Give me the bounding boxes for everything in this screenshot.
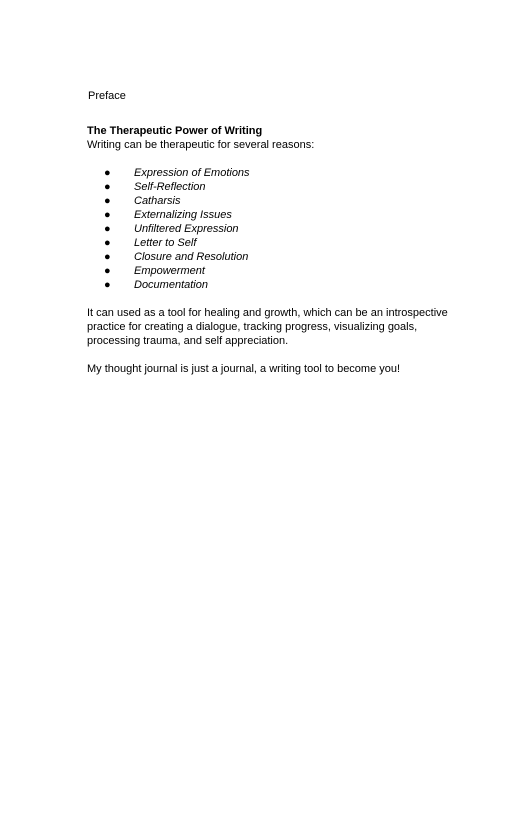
list-item [87,250,467,264]
intro-text: Writing can be therapeutic for several reasons: [87,139,315,151]
list-item-label: Letter to Self [134,237,197,249]
document-body [87,124,467,376]
bullet-icon: ● [104,237,111,249]
list-item [87,222,467,236]
list-item-label: Expression of Emotions [134,167,250,179]
list-item [87,194,467,208]
bullet-icon: ● [104,265,111,277]
preface-label: Preface [88,90,126,102]
section-heading: The Therapeutic Power of Writing [87,125,263,137]
bullet-icon: ● [104,209,111,221]
bullet-icon: ● [104,195,111,207]
list-item-label: Externalizing Issues [134,209,232,221]
list-item [87,264,467,278]
list-item [87,208,467,222]
bullet-icon: ● [104,251,111,263]
reasons-list [87,166,467,292]
bullet-icon: ● [104,181,111,193]
list-item-label: Closure and Resolution [134,251,249,263]
list-item [87,166,467,180]
list-item [87,180,467,194]
list-item [87,236,467,250]
bullet-icon: ● [104,167,111,179]
closing-paragraph: My thought journal is just a journal, a writing tool to become you! [87,363,401,375]
bullet-icon: ● [104,223,111,235]
list-item-label: Self-Reflection [134,181,206,193]
bullet-icon: ● [104,279,111,291]
list-item [87,278,467,292]
list-item-label: Documentation [134,279,208,291]
list-item-label: Empowerment [134,265,205,277]
list-item-label: Unfiltered Expression [134,223,239,235]
body-paragraph: It can used as a tool for healing and growth, which can be an introspective practice for creating a dialogue, tracking progress, visualizing goals, processing trauma, and self appreciation. [87,307,448,347]
list-item-label: Catharsis [134,195,181,207]
